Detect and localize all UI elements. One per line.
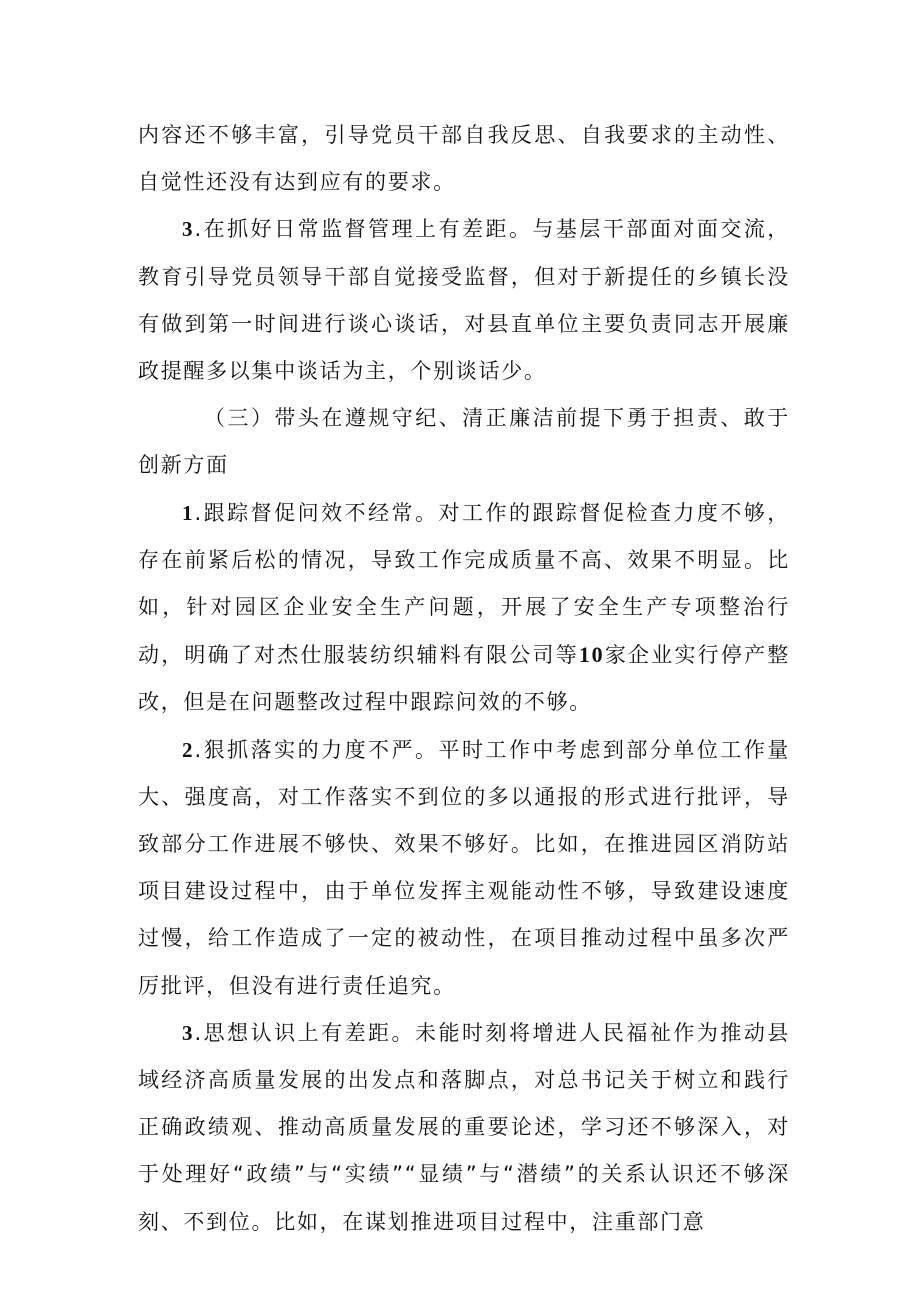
item-number: 3: [182, 217, 195, 242]
paragraph-item-3-supervision: [138, 206, 790, 395]
paragraph-text: .在抓好日常监督管理上有差距。与基层干部面对面交流，教育引导党员领导干部自觉接受监督，但对于新提任的乡镇长没有做到第一时间进行谈心谈话，对县直单位主要负责同志开展廉政提醒多以集中谈话为主，个别谈话少。: [138, 217, 790, 384]
paragraph-continuation: [138, 112, 790, 206]
paragraph-item-2-implementation: [138, 727, 790, 1010]
section-heading-text: （三）带头在遵规守纪、清正廉洁前提下勇于担责、敢于创新方面: [138, 406, 790, 478]
item-number: 2: [182, 737, 195, 762]
paragraph-text: .思想认识上有差距。未能时刻将增进人民福祉作为推动县域经济高质量发展的出发点和落脚点，对总书记关于树立和践行正确政绩观、推动高质量发展的重要论述，学习还不够深入，对于处理好“政绩”与“实绩”“显绩”与“潜绩”的关系认识还不够深刻、不到位。比如，在谋划推进项目过程中，注重部门意: [138, 1020, 790, 1234]
paragraph-text: 内容还不够丰富，引导党员干部自我反思、自我要求的主动性、自觉性还没有达到应有的要求。: [138, 123, 790, 195]
item-number: 3: [182, 1020, 195, 1045]
paragraph-item-3-thinking: [138, 1010, 790, 1246]
paragraph-text: 家企业实行停产整改，但是在问题整改过程中跟踪问效的不够。: [138, 643, 790, 715]
paragraph-text: .跟踪督促问效不经常。对工作的跟踪督促检查力度不够，存在前紧后松的情况，导致工作完成质量不高、效果不明显。比如，针对园区企业安全生产问题，开展了安全生产专项整治行动，明确了对杰仕服装纺织辅料有限公司等: [138, 500, 790, 668]
inline-number: 10: [578, 642, 605, 668]
item-number: 1: [182, 500, 195, 525]
paragraph-text: .狠抓落实的力度不严。平时工作中考虑到部分单位工作量大、强度高，对工作落实不到位的多以通报的形式进行批评，导致部分工作进展不够快、效果不够好。比如，在推进园区消防站项目建设过程中，由于单位发挥主观能动性不够，导致建设速度过慢，给工作造成了一定的被动性，在项目推动过程中虽多次严厉批评，但没有进行责任追究。: [138, 737, 790, 998]
document-body: [138, 112, 790, 1246]
section-heading-3: [138, 395, 790, 489]
paragraph-item-1-followup: [138, 490, 790, 727]
